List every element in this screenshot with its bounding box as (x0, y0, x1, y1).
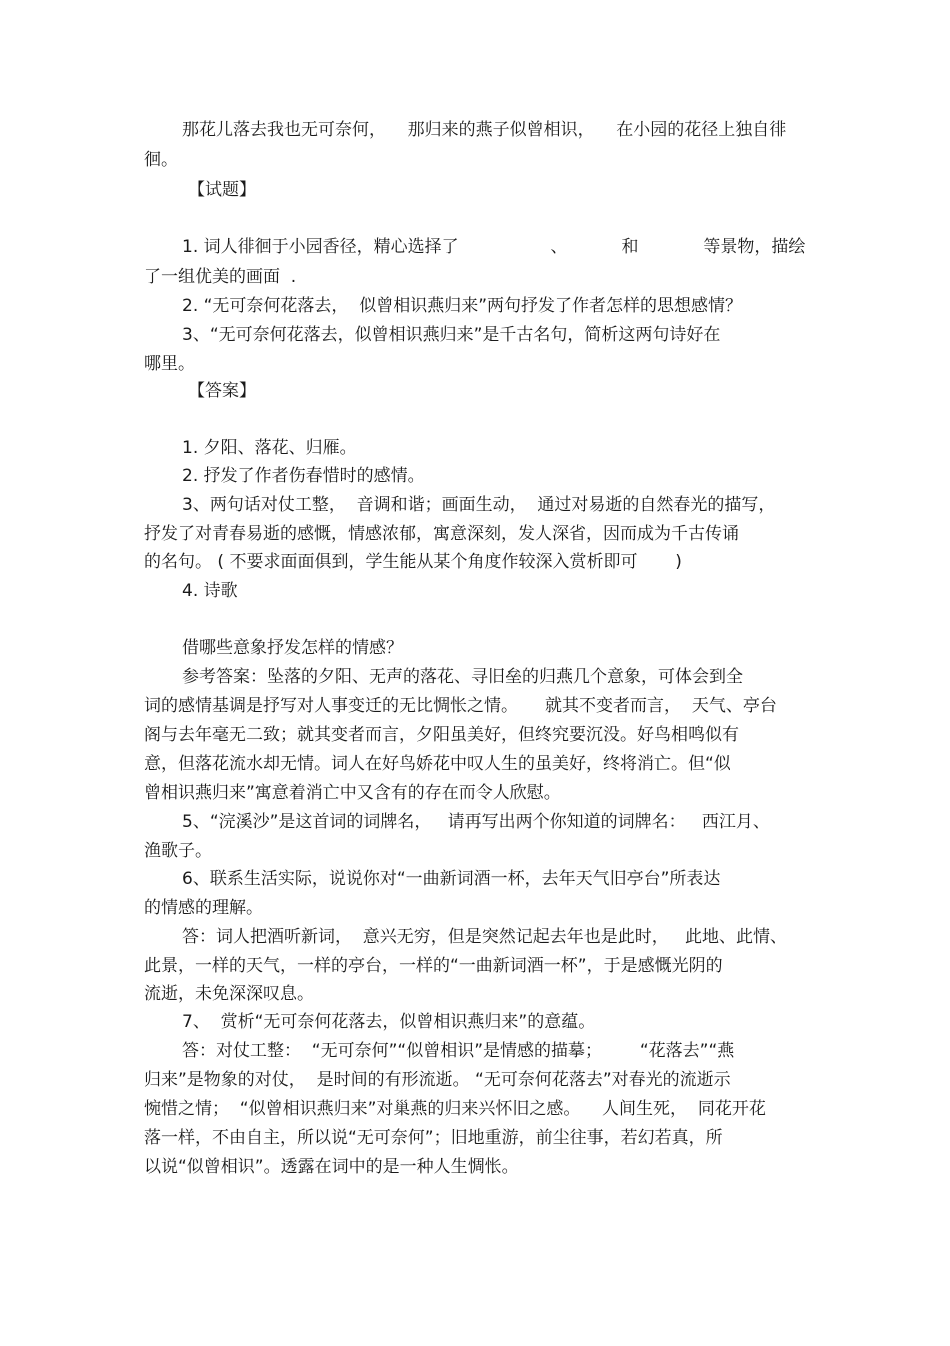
answer-4: 4. 诗歌 (182, 581, 238, 601)
imagery-question: 借哪些意象抒发怎样的情感？ (182, 638, 403, 658)
question-1-line-2: 了一组优美的画面 . (144, 267, 297, 287)
question-5-line-1: 5、“浣溪沙”是这首词的词牌名， 请再写出两个你知道的词牌名： 西江月、 (182, 812, 770, 832)
question-3-line-2: 哪里。 (144, 354, 195, 374)
imagery-answer-line-2: 词的感情基调是抒写对人事变迁的无比惆怅之情。 就其不变者而言， 天气、亭台 (144, 696, 777, 716)
translation-line-2: 徊。 (144, 150, 178, 170)
imagery-answer-line-4: 意，但落花流水却无情。词人在好鸟娇花中叹人生的虽美好，终将消亡。但“似 (144, 754, 731, 774)
question-7: 7、 赏析“无可奈何花落去，似曾相识燕归来”的意蕴。 (182, 1012, 596, 1032)
answer-3-line-3: 的名句。 ( 不要求面面俱到，学生能从某个角度作较深入赏析即可 ) (144, 552, 682, 572)
imagery-answer-line-5: 曾相识燕归来”寓意着消亡中又含有的存在而令人欣慰。 (144, 783, 561, 803)
question-6-line-1: 6、联系生活实际，说说你对“一曲新词酒一杯，去年天气旧亭台”所表达 (182, 869, 721, 889)
question-2: 2. “无可奈何花落去， 似曾相识燕归来”两句抒发了作者怎样的思想感情？ (182, 296, 743, 316)
answer-1: 1. 夕阳、落花、归雁。 (182, 438, 357, 458)
answer-2: 2. 抒发了作者伤春惜时的感情。 (182, 466, 425, 486)
question-3-line-1: 3、“无可奈何花落去，似曾相识燕归来”是千古名句，简析这两句诗好在 (182, 325, 721, 345)
question-7-answer-line-1: 答：对仗工整： “无可奈何”“似曾相识”是情感的描摹； “花落去”“燕 (182, 1041, 735, 1061)
answers-heading: 【答案】 (188, 381, 256, 401)
translation-line-1: 那花儿落去我也无可奈何， 那归来的燕子似曾相识， 在小园的花径上独自徘 (182, 120, 787, 140)
imagery-answer-line-1: 参考答案：坠落的夕阳、无声的落花、寻旧垒的归燕几个意象，可体会到全 (182, 667, 743, 687)
question-6-answer-line-2: 此景，一样的天气，一样的亭台，一样的“一曲新词酒一杯”，于是感慨光阴的 (144, 956, 723, 976)
question-7-answer-line-4: 落一样，不由自主，所以说“无可奈何”；旧地重游，前尘往事，若幻若真，所 (144, 1128, 723, 1148)
question-6-answer-line-3: 流逝，未免深深叹息。 (144, 984, 314, 1004)
imagery-answer-line-3: 阁与去年毫无二致；就其变者而言，夕阳虽美好，但终究要沉没。好鸟相鸣似有 (144, 725, 739, 745)
question-5-line-2: 渔歌子。 (144, 841, 212, 861)
answer-3-line-2: 抒发了对青春易逝的感慨，情感浓郁，寓意深刻，发人深省，因而成为千古传诵 (144, 524, 739, 544)
questions-heading: 【试题】 (188, 180, 256, 200)
question-6-answer-line-1: 答：词人把酒听新词， 意兴无穷，但是突然记起去年也是此时， 此地、此情、 (182, 927, 788, 947)
question-1-line-1: 1. 词人徘徊于小园香径，精心选择了 、 和 等景物，描绘 (182, 237, 806, 257)
question-7-answer-line-2: 归来”是物象的对仗， 是时间的有形流逝。 “无可奈何花落去”对春光的流逝示 (144, 1070, 731, 1090)
question-7-answer-line-5: 以说“似曾相识”。透露在词中的是一种人生惆怅。 (144, 1157, 519, 1177)
question-6-line-2: 的情感的理解。 (144, 898, 263, 918)
question-7-answer-line-3: 惋惜之情； “似曾相识燕归来”对巢燕的归来兴怀旧之感。 人间生死， 同花开花 (144, 1099, 766, 1119)
answer-3-line-1: 3、两句话对仗工整， 音调和谐；画面生动， 通过对易逝的自然春光的描写， (182, 495, 776, 515)
